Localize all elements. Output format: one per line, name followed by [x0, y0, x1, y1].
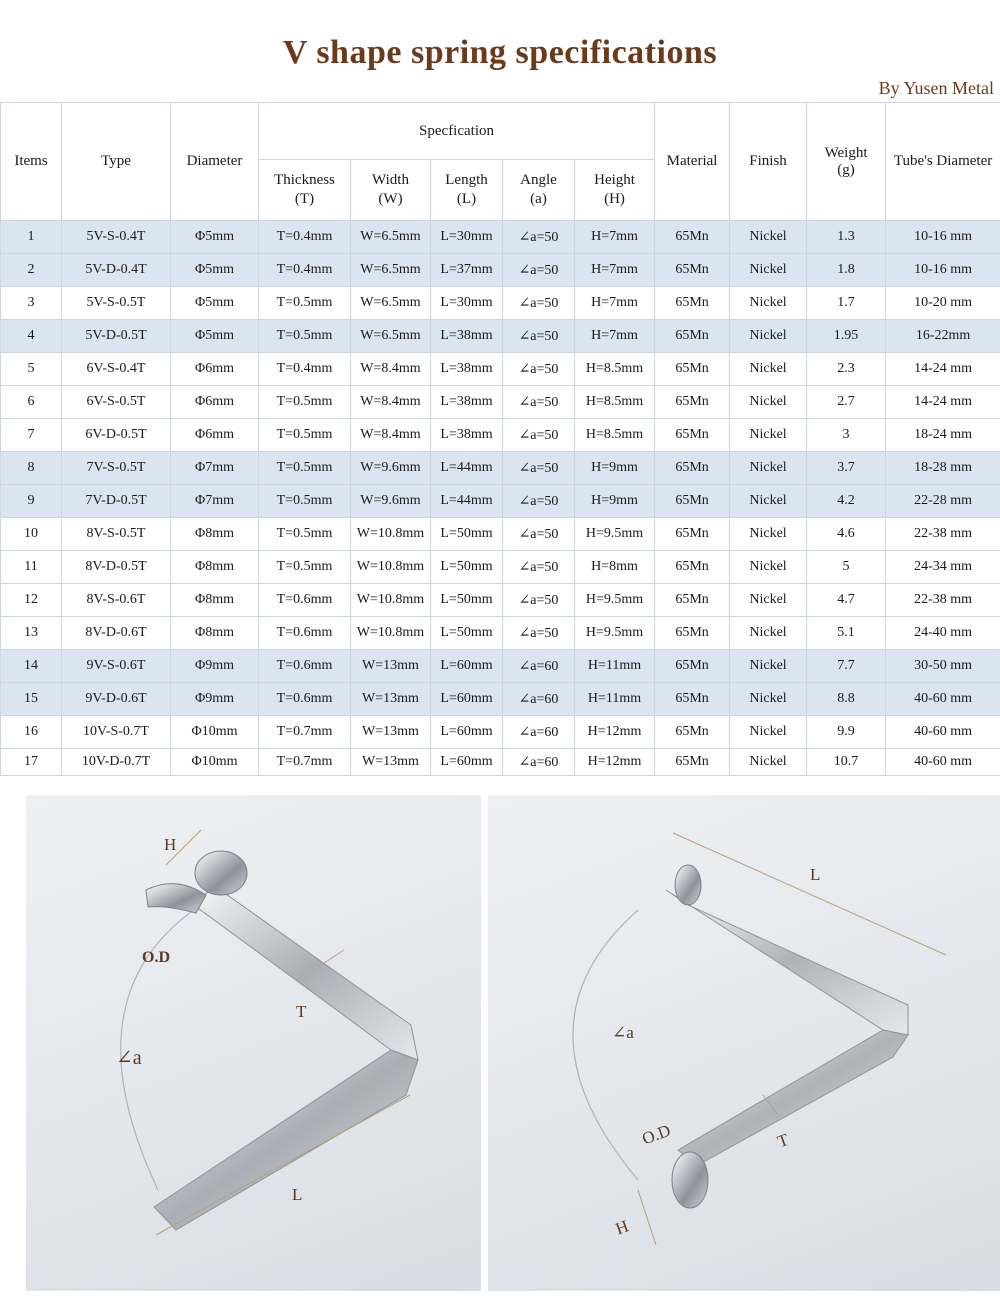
header-angle-line1: Angle — [520, 172, 557, 188]
cell-item: 6 — [1, 386, 62, 419]
cell-angle: ∠a=50 — [503, 353, 575, 386]
cell-height: H=9.5mm — [575, 518, 655, 551]
cell-finish: Nickel — [730, 320, 807, 353]
cell-tube-diameter: 18-28 mm — [886, 452, 1000, 485]
cell-thickness: T=0.7mm — [259, 716, 351, 749]
cell-width: W=8.4mm — [351, 419, 431, 452]
cell-item: 14 — [1, 650, 62, 683]
cell-diameter: Φ9mm — [171, 650, 259, 683]
cell-tube-diameter: 10-20 mm — [886, 287, 1000, 320]
cell-finish: Nickel — [730, 716, 807, 749]
cell-material: 65Mn — [655, 386, 730, 419]
cell-diameter: Φ8mm — [171, 584, 259, 617]
table-row — [1, 683, 1000, 716]
cell-material: 65Mn — [655, 683, 730, 716]
cell-material: 65Mn — [655, 716, 730, 749]
cell-width: W=13mm — [351, 650, 431, 683]
cell-length: L=38mm — [431, 353, 503, 386]
cell-weight: 1.7 — [807, 287, 886, 320]
cell-length: L=50mm — [431, 617, 503, 650]
cell-angle: ∠a=60 — [503, 683, 575, 716]
cell-item: 5 — [1, 353, 62, 386]
cell-type: 9V-S-0.6T — [62, 650, 171, 683]
cell-thickness: T=0.6mm — [259, 584, 351, 617]
cell-angle: ∠a=60 — [503, 716, 575, 749]
spec-table — [0, 102, 1000, 776]
cell-weight: 2.3 — [807, 353, 886, 386]
cell-weight: 1.3 — [807, 221, 886, 254]
cell-angle: ∠a=50 — [503, 320, 575, 353]
spring-photo-left — [26, 795, 481, 1291]
cell-finish: Nickel — [730, 584, 807, 617]
cell-item: 10 — [1, 518, 62, 551]
cell-finish: Nickel — [730, 353, 807, 386]
cell-finish: Nickel — [730, 683, 807, 716]
cell-thickness: T=0.5mm — [259, 518, 351, 551]
table-row — [1, 518, 1000, 551]
cell-finish: Nickel — [730, 254, 807, 287]
cell-finish: Nickel — [730, 386, 807, 419]
cell-length: L=38mm — [431, 386, 503, 419]
cell-tube-diameter: 22-28 mm — [886, 485, 1000, 518]
cell-diameter: Φ10mm — [171, 716, 259, 749]
label-od-left: O.D — [142, 949, 170, 966]
cell-width: W=8.4mm — [351, 353, 431, 386]
cell-angle: ∠a=50 — [503, 617, 575, 650]
cell-material: 65Mn — [655, 320, 730, 353]
cell-weight: 4.7 — [807, 584, 886, 617]
header-width-line1: Width — [372, 172, 409, 188]
cell-height: H=11mm — [575, 683, 655, 716]
header-finish: Finish — [730, 103, 807, 221]
table-row — [1, 386, 1000, 419]
cell-thickness: T=0.5mm — [259, 551, 351, 584]
cell-width: W=6.5mm — [351, 287, 431, 320]
header-tube-diameter: Tube's Diameter — [886, 103, 1000, 221]
table-row — [1, 254, 1000, 287]
spring-band-lower — [678, 1030, 908, 1165]
cell-height: H=8mm — [575, 551, 655, 584]
cell-height: H=7mm — [575, 320, 655, 353]
cell-type: 7V-S-0.5T — [62, 452, 171, 485]
cell-material: 65Mn — [655, 518, 730, 551]
cell-finish: Nickel — [730, 485, 807, 518]
cell-thickness: T=0.5mm — [259, 485, 351, 518]
header-specification: Specfication — [259, 103, 655, 160]
cell-item: 17 — [1, 749, 62, 776]
cell-length: L=50mm — [431, 584, 503, 617]
header-thickness-line2: (T) — [294, 191, 315, 207]
spring-knob-top — [675, 865, 701, 905]
cell-item: 16 — [1, 716, 62, 749]
cell-diameter: Φ7mm — [171, 485, 259, 518]
header-height-line1: Height — [594, 172, 635, 188]
cell-material: 65Mn — [655, 650, 730, 683]
cell-material: 65Mn — [655, 353, 730, 386]
cell-width: W=10.8mm — [351, 518, 431, 551]
cell-length: L=50mm — [431, 518, 503, 551]
cell-length: L=60mm — [431, 716, 503, 749]
cell-tube-diameter: 24-34 mm — [886, 551, 1000, 584]
cell-type: 8V-S-0.6T — [62, 584, 171, 617]
table-row — [1, 353, 1000, 386]
cell-type: 5V-S-0.5T — [62, 287, 171, 320]
cell-material: 65Mn — [655, 584, 730, 617]
cell-weight: 3 — [807, 419, 886, 452]
cell-tube-diameter: 40-60 mm — [886, 749, 1000, 776]
spring-band-upper — [666, 890, 908, 1035]
cell-thickness: T=0.7mm — [259, 749, 351, 776]
cell-type: 5V-S-0.4T — [62, 221, 171, 254]
header-length-line2: (L) — [456, 191, 477, 207]
cell-length: L=44mm — [431, 485, 503, 518]
cell-width: W=8.4mm — [351, 386, 431, 419]
cell-type: 8V-D-0.5T — [62, 551, 171, 584]
cell-diameter: Φ5mm — [171, 320, 259, 353]
cell-thickness: T=0.5mm — [259, 320, 351, 353]
cell-tube-diameter: 30-50 mm — [886, 650, 1000, 683]
header-width — [351, 160, 431, 221]
header-weight-line1: Weight — [824, 144, 868, 161]
cell-height: H=12mm — [575, 716, 655, 749]
table-row — [1, 485, 1000, 518]
cell-tube-diameter: 14-24 mm — [886, 353, 1000, 386]
cell-material: 65Mn — [655, 485, 730, 518]
cell-weight: 3.7 — [807, 452, 886, 485]
cell-material: 65Mn — [655, 551, 730, 584]
cell-thickness: T=0.6mm — [259, 617, 351, 650]
cell-length: L=38mm — [431, 419, 503, 452]
cell-type: 6V-S-0.4T — [62, 353, 171, 386]
byline: By Yusen Metal — [878, 78, 994, 98]
cell-finish: Nickel — [730, 749, 807, 776]
header-angle-line2: (a) — [530, 191, 547, 207]
header-thickness-line1: Thickness — [274, 172, 335, 188]
spring-knob-bottom — [672, 1152, 708, 1208]
cell-item: 2 — [1, 254, 62, 287]
cell-tube-diameter: 16-22mm — [886, 320, 1000, 353]
table-row — [1, 452, 1000, 485]
cell-diameter: Φ8mm — [171, 551, 259, 584]
table-row — [1, 716, 1000, 749]
cell-weight: 1.95 — [807, 320, 886, 353]
header-diameter: Diameter — [171, 103, 259, 221]
cell-diameter: Φ6mm — [171, 419, 259, 452]
cell-length: L=50mm — [431, 551, 503, 584]
cell-weight: 10.7 — [807, 749, 886, 776]
header-material: Material — [655, 103, 730, 221]
cell-thickness: T=0.6mm — [259, 683, 351, 716]
label-t-left: T — [296, 1002, 307, 1021]
table-row — [1, 419, 1000, 452]
cell-material: 65Mn — [655, 419, 730, 452]
cell-diameter: Φ5mm — [171, 287, 259, 320]
header-thickness — [259, 160, 351, 221]
page-title: V shape spring specifications — [282, 34, 718, 71]
cell-weight: 2.7 — [807, 386, 886, 419]
header-length-line1: Length — [445, 172, 488, 188]
header-length — [431, 160, 503, 221]
cell-item: 8 — [1, 452, 62, 485]
cell-height: H=9mm — [575, 485, 655, 518]
cell-height: H=7mm — [575, 221, 655, 254]
header-angle — [503, 160, 575, 221]
cell-weight: 7.7 — [807, 650, 886, 683]
cell-weight: 4.2 — [807, 485, 886, 518]
cell-item: 11 — [1, 551, 62, 584]
cell-weight: 8.8 — [807, 683, 886, 716]
cell-angle: ∠a=50 — [503, 287, 575, 320]
cell-thickness: T=0.4mm — [259, 353, 351, 386]
header-weight — [807, 103, 886, 221]
cell-weight: 5.1 — [807, 617, 886, 650]
cell-weight: 5 — [807, 551, 886, 584]
cell-width: W=9.6mm — [351, 485, 431, 518]
label-l-left: L — [292, 1185, 303, 1204]
cell-angle: ∠a=50 — [503, 584, 575, 617]
cell-height: H=11mm — [575, 650, 655, 683]
cell-finish: Nickel — [730, 287, 807, 320]
cell-tube-diameter: 18-24 mm — [886, 419, 1000, 452]
cell-diameter: Φ8mm — [171, 518, 259, 551]
cell-diameter: Φ5mm — [171, 254, 259, 287]
table-row — [1, 749, 1000, 776]
cell-item: 9 — [1, 485, 62, 518]
cell-diameter: Φ8mm — [171, 617, 259, 650]
cell-thickness: T=0.6mm — [259, 650, 351, 683]
cell-diameter: Φ7mm — [171, 452, 259, 485]
cell-item: 7 — [1, 419, 62, 452]
cell-type: 9V-D-0.6T — [62, 683, 171, 716]
cell-width: W=6.5mm — [351, 221, 431, 254]
cell-thickness: T=0.4mm — [259, 254, 351, 287]
cell-angle: ∠a=50 — [503, 221, 575, 254]
cell-type: 5V-D-0.5T — [62, 320, 171, 353]
table-row — [1, 320, 1000, 353]
cell-finish: Nickel — [730, 452, 807, 485]
cell-material: 65Mn — [655, 452, 730, 485]
angle-arc — [573, 910, 638, 1180]
cell-length: L=44mm — [431, 452, 503, 485]
label-t-right: T — [774, 1129, 792, 1152]
label-od-right: O.D — [639, 1120, 674, 1149]
cell-length: L=30mm — [431, 287, 503, 320]
cell-tube-diameter: 14-24 mm — [886, 386, 1000, 419]
label-h-right: H — [612, 1216, 631, 1239]
cell-height: H=7mm — [575, 254, 655, 287]
table-row — [1, 584, 1000, 617]
cell-width: W=10.8mm — [351, 617, 431, 650]
cell-diameter: Φ6mm — [171, 353, 259, 386]
cell-width: W=13mm — [351, 749, 431, 776]
cell-item: 12 — [1, 584, 62, 617]
cell-length: L=60mm — [431, 749, 503, 776]
header-items: Items — [1, 103, 62, 221]
cell-width: W=6.5mm — [351, 320, 431, 353]
cell-material: 65Mn — [655, 221, 730, 254]
cell-type: 8V-S-0.5T — [62, 518, 171, 551]
cell-height: H=12mm — [575, 749, 655, 776]
cell-length: L=60mm — [431, 650, 503, 683]
dim-line-t — [318, 950, 344, 967]
cell-angle: ∠a=50 — [503, 551, 575, 584]
cell-thickness: T=0.5mm — [259, 419, 351, 452]
dim-line-l — [673, 833, 946, 955]
cell-width: W=10.8mm — [351, 551, 431, 584]
cell-thickness: T=0.5mm — [259, 452, 351, 485]
label-angle-right: ∠a — [612, 1023, 634, 1042]
table-row — [1, 617, 1000, 650]
cell-width: W=10.8mm — [351, 584, 431, 617]
cell-length: L=30mm — [431, 221, 503, 254]
cell-diameter: Φ9mm — [171, 683, 259, 716]
cell-finish: Nickel — [730, 551, 807, 584]
cell-angle: ∠a=50 — [503, 419, 575, 452]
cell-length: L=60mm — [431, 683, 503, 716]
cell-tube-diameter: 40-60 mm — [886, 683, 1000, 716]
cell-length: L=38mm — [431, 320, 503, 353]
header-weight-line2: (g) — [837, 161, 855, 178]
cell-item: 15 — [1, 683, 62, 716]
cell-item: 4 — [1, 320, 62, 353]
dim-line-h — [638, 1190, 656, 1245]
cell-thickness: T=0.5mm — [259, 287, 351, 320]
spring-illustration-left — [26, 795, 481, 1291]
cell-finish: Nickel — [730, 221, 807, 254]
cell-diameter: Φ6mm — [171, 386, 259, 419]
cell-finish: Nickel — [730, 518, 807, 551]
cell-weight: 9.9 — [807, 716, 886, 749]
cell-height: H=9.5mm — [575, 617, 655, 650]
cell-length: L=37mm — [431, 254, 503, 287]
cell-height: H=8.5mm — [575, 353, 655, 386]
spring-band-lower — [154, 1050, 418, 1230]
cell-type: 10V-D-0.7T — [62, 749, 171, 776]
header-type: Type — [62, 103, 171, 221]
spring-tip — [146, 884, 206, 913]
cell-width: W=13mm — [351, 716, 431, 749]
cell-angle: ∠a=60 — [503, 650, 575, 683]
dim-line-l — [156, 1095, 410, 1235]
cell-diameter: Φ10mm — [171, 749, 259, 776]
cell-angle: ∠a=50 — [503, 452, 575, 485]
cell-height: H=8.5mm — [575, 419, 655, 452]
table-row — [1, 551, 1000, 584]
cell-finish: Nickel — [730, 650, 807, 683]
cell-weight: 4.6 — [807, 518, 886, 551]
cell-type: 7V-D-0.5T — [62, 485, 171, 518]
cell-angle: ∠a=50 — [503, 254, 575, 287]
cell-tube-diameter: 10-16 mm — [886, 221, 1000, 254]
cell-type: 6V-D-0.5T — [62, 419, 171, 452]
cell-tube-diameter: 10-16 mm — [886, 254, 1000, 287]
cell-height: H=9mm — [575, 452, 655, 485]
header-height — [575, 160, 655, 221]
cell-angle: ∠a=50 — [503, 518, 575, 551]
cell-angle: ∠a=50 — [503, 485, 575, 518]
cell-type: 5V-D-0.4T — [62, 254, 171, 287]
cell-finish: Nickel — [730, 419, 807, 452]
table-row — [1, 287, 1000, 320]
cell-material: 65Mn — [655, 287, 730, 320]
spring-knob — [195, 851, 247, 895]
header-width-line2: (W) — [378, 191, 403, 207]
cell-tube-diameter: 22-38 mm — [886, 584, 1000, 617]
cell-diameter: Φ5mm — [171, 221, 259, 254]
cell-material: 65Mn — [655, 617, 730, 650]
cell-width: W=6.5mm — [351, 254, 431, 287]
label-h-left: H — [164, 835, 177, 854]
cell-type: 8V-D-0.6T — [62, 617, 171, 650]
cell-thickness: T=0.5mm — [259, 386, 351, 419]
cell-tube-diameter: 40-60 mm — [886, 716, 1000, 749]
cell-material: 65Mn — [655, 749, 730, 776]
cell-type: 10V-S-0.7T — [62, 716, 171, 749]
cell-angle: ∠a=60 — [503, 749, 575, 776]
table-row — [1, 221, 1000, 254]
cell-material: 65Mn — [655, 254, 730, 287]
spec-table-body — [1, 221, 1000, 776]
table-row — [1, 650, 1000, 683]
header-height-line2: (H) — [604, 191, 625, 207]
cell-item: 1 — [1, 221, 62, 254]
cell-tube-diameter: 22-38 mm — [886, 518, 1000, 551]
spring-band-upper — [191, 887, 418, 1060]
cell-angle: ∠a=50 — [503, 386, 575, 419]
cell-width: W=9.6mm — [351, 452, 431, 485]
cell-height: H=8.5mm — [575, 386, 655, 419]
cell-finish: Nickel — [730, 617, 807, 650]
cell-height: H=9.5mm — [575, 584, 655, 617]
cell-height: H=7mm — [575, 287, 655, 320]
cell-type: 6V-S-0.5T — [62, 386, 171, 419]
cell-weight: 1.8 — [807, 254, 886, 287]
cell-width: W=13mm — [351, 683, 431, 716]
cell-item: 3 — [1, 287, 62, 320]
spring-illustration-right — [488, 795, 1000, 1291]
cell-item: 13 — [1, 617, 62, 650]
label-l-right: L — [810, 865, 821, 884]
cell-tube-diameter: 24-40 mm — [886, 617, 1000, 650]
spring-photo-right — [488, 795, 1000, 1291]
cell-thickness: T=0.4mm — [259, 221, 351, 254]
label-angle-left: ∠a — [116, 1047, 142, 1069]
